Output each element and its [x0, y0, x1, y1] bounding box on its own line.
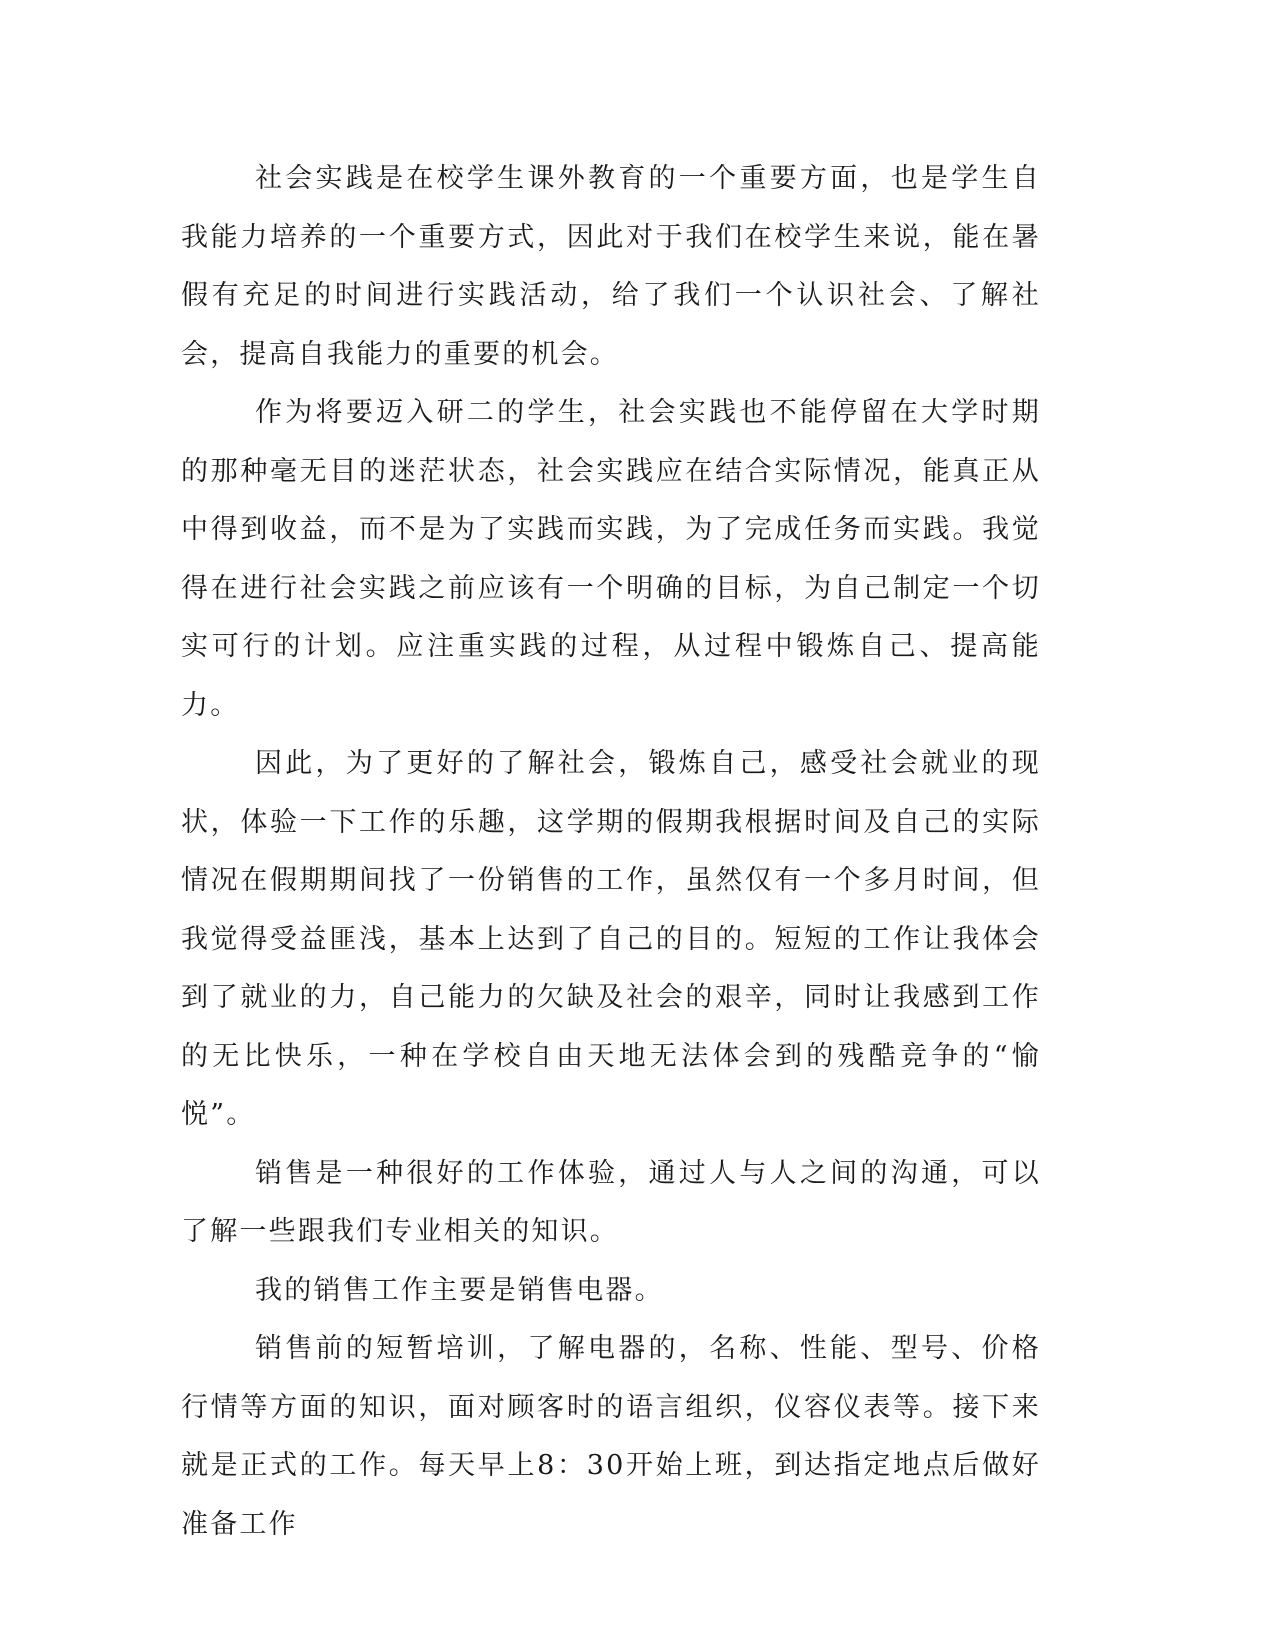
paragraph-2: 作为将要迈入研二的学生，社会实践也不能停留在大学时期的那种毫无目的迷茫状态，社会实践应在结合实际情况，能真正从中得到收益，而不是为了实践而实践，为了完成任务而实践。我觉得在进行社会实践之前应该有一个明确的目标，为自己制定一个切实可行的计划。应注重实践的过程，从过程中锻炼自己、提高能力。: [181, 397, 1041, 721]
paragraph-3: 因此，为了更好的了解社会，锻炼自己，感受社会就业的现状，体验一下工作的乐趣，这学期的假期我根据时间及自己的实际情况在假期期间找了一份销售的工作，虽然仅有一个多月时间，但我觉得受益匪浅，基本上达到了自己的目的。短短的工作让我体会到了就业的力，自己能力的欠缺及社会的艰辛，同时让我感到工作的无比快乐，一种在学校自由天地无法体会到的残酷竞争的“愉悦”。: [181, 748, 1041, 1130]
paragraph-4: 销售是一种很好的工作体验，通过人与人之间的沟通，可以了解一些跟我们专业相关的知识。: [181, 1157, 1041, 1247]
document-body: [181, 150, 1041, 1554]
paragraph-6: 销售前的短暂培训，了解电器的，名称、性能、型号、价格行情等方面的知识，面对顾客时的语言组织，仪容仪表等。接下来就是正式的工作。每天早上8：30开始上班，到达指定地点后做好准备工作: [181, 1333, 1041, 1540]
paragraph-5: 我的销售工作主要是销售电器。: [255, 1274, 664, 1306]
paragraph-1: 社会实践是在校学生课外教育的一个重要方面，也是学生自我能力培养的一个重要方式，因此对于我们在校学生来说，能在暑假有充足的时间进行实践活动，给了我们一个认识社会、了解社会，提高自我能力的重要的机会。: [181, 163, 1041, 370]
